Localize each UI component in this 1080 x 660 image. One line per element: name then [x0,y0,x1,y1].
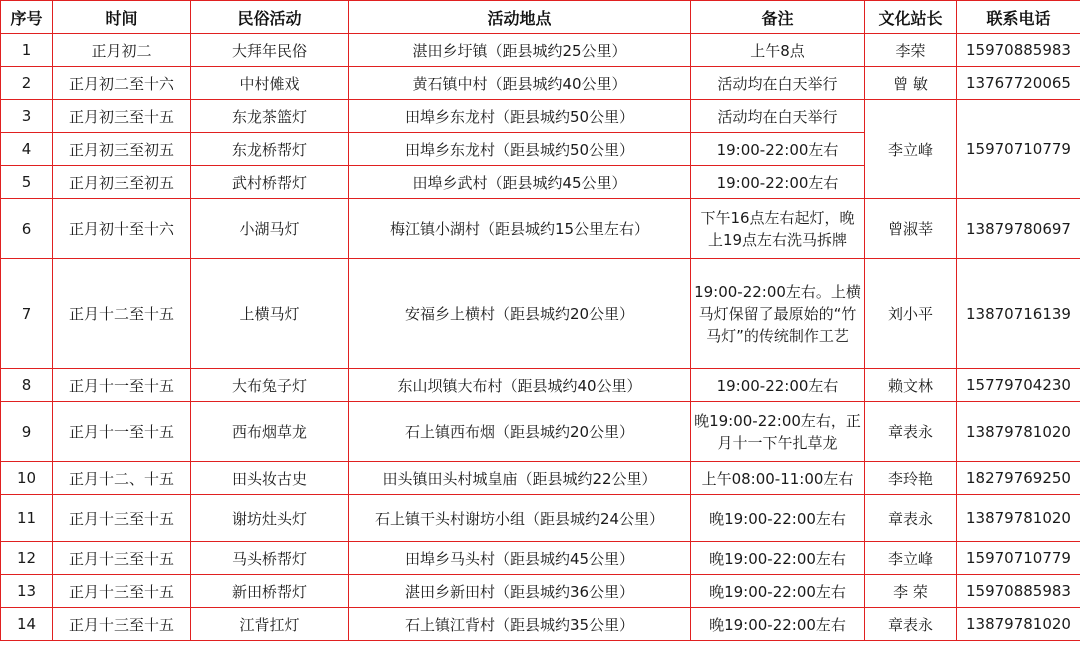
cell-activity: 中村傩戏 [191,67,349,100]
cell-head: 李 荣 [865,575,957,608]
table-row [1,495,1080,542]
cell-place: 石上镇江背村（距县城约35公里） [349,608,691,641]
cell-time: 正月十三至十五 [53,575,191,608]
cell-time: 正月十二至十五 [53,259,191,369]
table-row [1,369,1080,402]
cell-head: 赖文林 [865,369,957,402]
cell-no: 8 [1,369,53,402]
table-row [1,67,1080,100]
cell-phone: 13879780697 [957,199,1080,259]
cell-note: 19:00-22:00左右 [691,133,865,166]
cell-phone: 15970710779 [957,542,1080,575]
cell-head: 章表永 [865,495,957,542]
cell-head: 李立峰 [865,542,957,575]
cell-phone: 15779704230 [957,369,1080,402]
cell-time: 正月十三至十五 [53,495,191,542]
cell-place: 梅江镇小湖村（距县城约15公里左右） [349,199,691,259]
cell-no: 9 [1,402,53,462]
cell-head: 李玲艳 [865,462,957,495]
cell-place: 石上镇干头村谢坊小组（距县城约24公里） [349,495,691,542]
cell-time: 正月十一至十五 [53,402,191,462]
cell-place: 田埠乡武村（距县城约45公里） [349,166,691,199]
cell-activity: 东龙茶篮灯 [191,100,349,133]
cell-no: 4 [1,133,53,166]
cell-head: 章表永 [865,608,957,641]
table-row [1,608,1080,641]
cell-no: 11 [1,495,53,542]
cell-activity: 上横马灯 [191,259,349,369]
cell-time: 正月初三至初五 [53,166,191,199]
cell-note: 19:00-22:00左右。上横马灯保留了最原始的“竹马灯”的传统制作工艺 [691,259,865,369]
cell-no: 7 [1,259,53,369]
cell-head: 曾淑莘 [865,199,957,259]
cell-place: 东山坝镇大布村（距县城约40公里） [349,369,691,402]
table-row [1,462,1080,495]
cell-activity: 大布兔子灯 [191,369,349,402]
cell-place: 安福乡上横村（距县城约20公里） [349,259,691,369]
cell-time: 正月初三至十五 [53,100,191,133]
header-phone: 联系电话 [957,1,1080,34]
header-activity: 民俗活动 [191,1,349,34]
cell-activity: 小湖马灯 [191,199,349,259]
cell-note: 19:00-22:00左右 [691,166,865,199]
cell-activity: 东龙桥帮灯 [191,133,349,166]
cell-head: 章表永 [865,402,957,462]
cell-time: 正月初二至十六 [53,67,191,100]
cell-time: 正月初二 [53,34,191,67]
cell-place: 田埠乡马头村（距县城约45公里） [349,542,691,575]
header-row [1,1,1080,34]
cell-note: 19:00-22:00左右 [691,369,865,402]
cell-activity: 新田桥帮灯 [191,575,349,608]
table-row [1,575,1080,608]
cell-head: 刘小平 [865,259,957,369]
cell-no: 14 [1,608,53,641]
cell-phone: 13879781020 [957,402,1080,462]
cell-activity: 谢坊灶头灯 [191,495,349,542]
cell-head: 李立峰 [865,100,957,199]
header-note: 备注 [691,1,865,34]
cell-phone: 13879781020 [957,608,1080,641]
cell-place: 黄石镇中村（距县城约40公里） [349,67,691,100]
cell-place: 湛田乡新田村（距县城约36公里） [349,575,691,608]
cell-activity: 田头妆古史 [191,462,349,495]
cell-activity: 武村桥帮灯 [191,166,349,199]
cell-place: 田埠乡东龙村（距县城约50公里） [349,133,691,166]
cell-place: 田头镇田头村城皇庙（距县城约22公里） [349,462,691,495]
cell-phone: 15970885983 [957,34,1080,67]
table-row [1,100,1080,133]
cell-note: 晚19:00-22:00左右 [691,542,865,575]
cell-time: 正月十三至十五 [53,608,191,641]
cell-phone: 13870716139 [957,259,1080,369]
cell-head: 李荣 [865,34,957,67]
cell-activity: 江背扛灯 [191,608,349,641]
table-row [1,542,1080,575]
cell-note: 晚19:00-22:00左右 [691,575,865,608]
cell-phone: 15970885983 [957,575,1080,608]
header-place: 活动地点 [349,1,691,34]
cell-no: 1 [1,34,53,67]
cell-note: 上午8点 [691,34,865,67]
cell-time: 正月初三至初五 [53,133,191,166]
cell-note: 下午16点左右起灯，晚上19点左右洗马拆牌 [691,199,865,259]
cell-activity: 西布烟草龙 [191,402,349,462]
cell-note: 活动均在白天举行 [691,100,865,133]
table-row [1,199,1080,259]
header-station-head: 文化站长 [865,1,957,34]
cell-time: 正月十二、十五 [53,462,191,495]
cell-no: 12 [1,542,53,575]
cell-phone: 15970710779 [957,100,1080,199]
cell-note: 晚19:00-22:00左右 [691,608,865,641]
cell-activity: 马头桥帮灯 [191,542,349,575]
cell-note: 上午08:00-11:00左右 [691,462,865,495]
cell-note: 晚19:00-22:00左右 [691,495,865,542]
cell-no: 5 [1,166,53,199]
table-row [1,402,1080,462]
cell-note: 活动均在白天举行 [691,67,865,100]
cell-no: 2 [1,67,53,100]
cell-time: 正月十三至十五 [53,542,191,575]
cell-note: 晚19:00-22:00左右，正月十一下午扎草龙 [691,402,865,462]
cell-place: 湛田乡圩镇（距县城约25公里） [349,34,691,67]
cell-no: 6 [1,199,53,259]
table-row [1,259,1080,369]
cell-place: 石上镇西布烟（距县城约20公里） [349,402,691,462]
header-no: 序号 [1,1,53,34]
cell-place: 田埠乡东龙村（距县城约50公里） [349,100,691,133]
cell-phone: 13879781020 [957,495,1080,542]
cell-no: 13 [1,575,53,608]
cell-phone: 18279769250 [957,462,1080,495]
cell-time: 正月初十至十六 [53,199,191,259]
cell-head: 曾 敏 [865,67,957,100]
header-time: 时间 [53,1,191,34]
cell-activity: 大拜年民俗 [191,34,349,67]
cell-no: 3 [1,100,53,133]
table-row [1,34,1080,67]
cell-time: 正月十一至十五 [53,369,191,402]
cell-no: 10 [1,462,53,495]
cell-phone: 13767720065 [957,67,1080,100]
